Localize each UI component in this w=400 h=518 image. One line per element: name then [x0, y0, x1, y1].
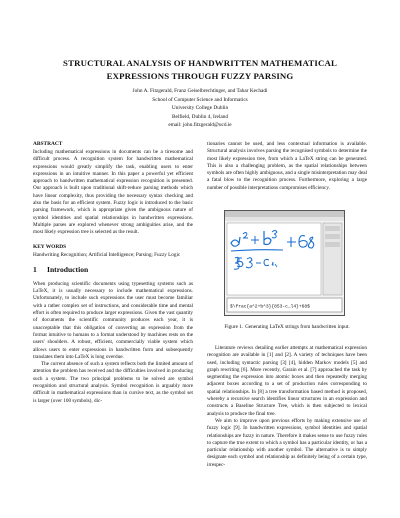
right-column-lower — [207, 345, 367, 469]
intro-paragraph: The current absence of such a system reflects both the limited amount of attention the problem has received and the difficulties involved in producing such a system. The two principal problems to be solved are symbol recognition and structural analysis. Symbol recognition is arguably more difficult in mathematical expressions than in cursive text, as the symbol set is larger (over 100 symbols), dic- — [33, 361, 193, 404]
window-titlebar — [225, 211, 344, 217]
body-paragraph: tionaries cannot be used, and less contextual information is available. Structural analysis involves parsing the recognised symbols to determine the most likely expression tree, from which a LaTeX string can be generated. This is also a challenging problem, as the spatial relationships between symbols are often highly ambiguous, and a single misinterpretation may deal a fatal blow to the recognition process. Furthermore, exploring a large number of possible interpretations compromises efficiency. — [207, 141, 367, 191]
tool-button[interactable] — [325, 242, 340, 247]
figure-caption-text: Generating LaTeX strings from handwritten input. — [245, 324, 350, 330]
introduction-heading — [33, 265, 193, 275]
figure-label: Figure 1. — [224, 324, 244, 330]
author-address: Belfield, Dublin 4, Ireland — [171, 113, 229, 120]
author-affiliation: University College Dublin — [171, 105, 229, 112]
intro-paragraph: When producing scientific documents using typesetting systems such as LaTeX, it is usually necessary to include mathematical expressions. Unfortunately, to include such expressions the user must become familiar with a rather complex set of instructions, and considerable time and mental effort is often required to produce larger expressions. Given the vast quantity of documents the scientific community produces each year, it is unacceptable that this obligation of converting an expression from the format intuitive to humans to a format understood by machines rests on the users' shoulders. A robust, efficient, commercially viable system which allows users to enter expressions in handwritten form and subsequently translates them into LaTeX is long overdue. — [33, 280, 193, 360]
right-column — [207, 141, 367, 192]
tool-button[interactable] — [325, 234, 340, 239]
tool-panel — [323, 223, 342, 295]
keywords-heading: KEY WORDS — [33, 243, 67, 250]
author-names: John A. Fitzgerald, Franz Geiselbrechtinger, and Tahar Kechadi — [132, 88, 268, 94]
abstract-text: Including mathematical expressions in documents can be a tiresome and difficult process. A recognition system for handwritten mathematical expressions would greatly simplify the task, enabling users to enter expressions in an intuitive manner. In this paper a powerful yet efficient approach to handwritten mathematical expression recognition is presented. Our approach is built upon traditional shift-reduce parsing methods which have linear complexity, thus providing the necessary syntax checking and also the basis for an efficient system. Fuzzy logic is introduced to the basic parsing framework, which is appropriate given the ambiguous nature of symbol identities and spatial relationships in handwritten expressions. Multiple parses are explored whenever strong ambiguities arise, and the most likely expression tree is selected as the result. — [33, 149, 193, 236]
abstract-heading: ABSTRACT — [33, 141, 63, 147]
author-block — [40, 87, 360, 130]
keywords-text: Handwriting Recognition; Artificial Intelligence; Parsing; Fuzzy Logic — [33, 251, 181, 258]
left-column — [33, 141, 193, 405]
author-affiliation: School of Computer Science and Informatics — [152, 96, 248, 103]
latex-output-text: $\frac{a^2+b^3}{853-c_l4}+68$ — [230, 304, 310, 310]
tool-button[interactable] — [325, 226, 340, 231]
figure-handwriting-screenshot — [224, 210, 345, 316]
author-email: email: john.fitzgerald@ucd.ie — [168, 122, 232, 129]
body-paragraph: Literature reviews detailing earlier attempts at mathematical expression recognition are available in [1] and [2]. A variety of techniques have been used, including syntactic parsing [3] [4], hidden Markov models [5] and graph rewriting [6]. More recently, Garain et al. [7] approached the task by segmenting the expression into atomic boxes and then repeatedly merging adjacent boxes according to a set of production rules corresponding to spatial relationships. In [8] a tree transformation based method is proposed, whereby a recursive search identifies linear structures in an expression and constructs a Baseline Structure Tree, which is then subjected to lexical analysis to produce the final tree. — [207, 345, 367, 417]
title-line: STRUCTURAL ANALYSIS OF HANDWRITTEN MATHEMATICAL — [63, 58, 337, 68]
window-menubar — [225, 217, 344, 221]
section-number: 1 — [33, 264, 37, 274]
title-line: EXPRESSIONS THROUGH FUZZY PARSING — [106, 71, 294, 81]
figure-caption — [207, 324, 367, 331]
paper-title — [20, 57, 380, 83]
section-title: Introduction — [47, 264, 89, 274]
handwriting-canvas — [225, 211, 344, 315]
body-paragraph: We aim to improve upon previous efforts by making extensive use of fuzzy logic [9]. In handwritten expressions, symbol identities and spatial relationships are fuzzy in nature. Therefore it makes sense to use fuzzy rules to capture the true extent to which a symbol has a particular identity, or has a particular relationship with another symbol. The alternative is to simply designate each symbol and relationship as definitely being of a certain type, irrespec- — [207, 417, 367, 468]
